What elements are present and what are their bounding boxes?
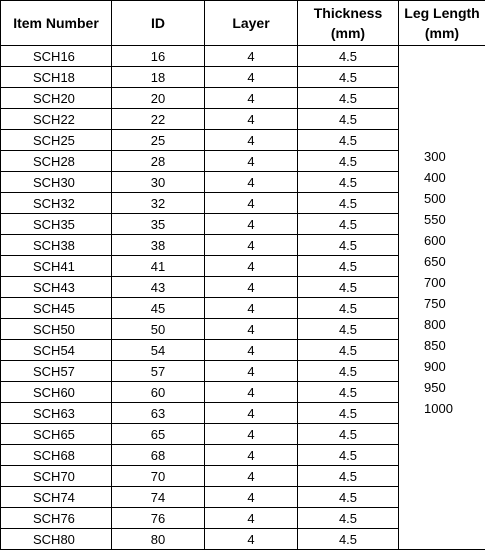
cell-id: 80	[112, 529, 205, 550]
cell-thickness: 4.5	[298, 256, 399, 277]
cell-id: 63	[112, 403, 205, 424]
cell-layer: 4	[205, 130, 298, 151]
cell-thickness: 4.5	[298, 298, 399, 319]
cell-id: 45	[112, 298, 205, 319]
cell-id: 16	[112, 46, 205, 67]
cell-item-number: SCH65	[1, 424, 112, 445]
cell-thickness: 4.5	[298, 382, 399, 403]
cell-id: 68	[112, 445, 205, 466]
table-body	[1, 46, 485, 550]
cell-id: 74	[112, 487, 205, 508]
leg-length-item: 550	[424, 209, 485, 230]
header-thickness-line1: Thickness	[314, 5, 382, 21]
cell-id: 76	[112, 508, 205, 529]
leg-length-item: 600	[424, 230, 485, 251]
cell-thickness: 4.5	[298, 361, 399, 382]
cell-id: 20	[112, 88, 205, 109]
cell-layer: 4	[205, 67, 298, 88]
cell-layer: 4	[205, 340, 298, 361]
leg-length-item: 650	[424, 251, 485, 272]
header-row	[1, 1, 485, 46]
cell-thickness: 4.5	[298, 529, 399, 550]
leg-length-list	[399, 46, 485, 419]
cell-thickness: 4.5	[298, 445, 399, 466]
cell-layer: 4	[205, 445, 298, 466]
cell-item-number: SCH68	[1, 445, 112, 466]
leg-length-item: 500	[424, 188, 485, 209]
cell-thickness: 4.5	[298, 46, 399, 67]
cell-layer: 4	[205, 193, 298, 214]
cell-layer: 4	[205, 424, 298, 445]
cell-thickness: 4.5	[298, 487, 399, 508]
cell-layer: 4	[205, 403, 298, 424]
cell-thickness: 4.5	[298, 466, 399, 487]
leg-length-item: 300	[424, 146, 485, 167]
header-leg-length	[399, 1, 485, 46]
cell-thickness: 4.5	[298, 151, 399, 172]
header-layer: Layer	[205, 1, 298, 46]
cell-thickness: 4.5	[298, 319, 399, 340]
cell-id: 18	[112, 67, 205, 88]
cell-thickness: 4.5	[298, 109, 399, 130]
cell-item-number: SCH38	[1, 235, 112, 256]
cell-item-number: SCH20	[1, 88, 112, 109]
cell-thickness: 4.5	[298, 403, 399, 424]
leg-length-item: 750	[424, 293, 485, 314]
cell-thickness: 4.5	[298, 172, 399, 193]
cell-thickness: 4.5	[298, 277, 399, 298]
cell-thickness: 4.5	[298, 67, 399, 88]
leg-length-item: 800	[424, 314, 485, 335]
cell-item-number: SCH57	[1, 361, 112, 382]
cell-layer: 4	[205, 277, 298, 298]
cell-item-number: SCH74	[1, 487, 112, 508]
cell-layer: 4	[205, 256, 298, 277]
leg-length-item: 850	[424, 335, 485, 356]
table-row	[1, 46, 485, 67]
cell-id: 54	[112, 340, 205, 361]
cell-thickness: 4.5	[298, 214, 399, 235]
cell-id: 60	[112, 382, 205, 403]
cell-layer: 4	[205, 172, 298, 193]
cell-layer: 4	[205, 235, 298, 256]
header-thickness-line2: (mm)	[331, 25, 365, 41]
cell-id: 25	[112, 130, 205, 151]
cell-item-number: SCH32	[1, 193, 112, 214]
cell-layer: 4	[205, 88, 298, 109]
cell-item-number: SCH76	[1, 508, 112, 529]
leg-length-item: 400	[424, 167, 485, 188]
cell-id: 32	[112, 193, 205, 214]
cell-id: 41	[112, 256, 205, 277]
cell-layer: 4	[205, 109, 298, 130]
cell-layer: 4	[205, 298, 298, 319]
cell-thickness: 4.5	[298, 340, 399, 361]
cell-id: 43	[112, 277, 205, 298]
cell-thickness: 4.5	[298, 88, 399, 109]
cell-item-number: SCH70	[1, 466, 112, 487]
leg-length-item: 700	[424, 272, 485, 293]
leg-length-item: 900	[424, 356, 485, 377]
cell-item-number: SCH28	[1, 151, 112, 172]
cell-layer: 4	[205, 487, 298, 508]
cell-thickness: 4.5	[298, 424, 399, 445]
cell-item-number: SCH30	[1, 172, 112, 193]
cell-item-number: SCH18	[1, 67, 112, 88]
cell-item-number: SCH43	[1, 277, 112, 298]
header-id: ID	[112, 1, 205, 46]
cell-thickness: 4.5	[298, 508, 399, 529]
cell-layer: 4	[205, 151, 298, 172]
cell-id: 70	[112, 466, 205, 487]
header-leg-length-line1: Leg Length	[404, 5, 479, 21]
cell-item-number: SCH63	[1, 403, 112, 424]
cell-thickness: 4.5	[298, 130, 399, 151]
cell-item-number: SCH50	[1, 319, 112, 340]
cell-item-number: SCH16	[1, 46, 112, 67]
cell-item-number: SCH80	[1, 529, 112, 550]
cell-item-number: SCH35	[1, 214, 112, 235]
header-thickness	[298, 1, 399, 46]
cell-id: 50	[112, 319, 205, 340]
cell-layer: 4	[205, 361, 298, 382]
header-leg-length-line2: (mm)	[425, 25, 459, 41]
cell-layer: 4	[205, 466, 298, 487]
cell-item-number: SCH54	[1, 340, 112, 361]
cell-item-number: SCH45	[1, 298, 112, 319]
leg-length-item: 950	[424, 377, 485, 398]
cell-item-number: SCH22	[1, 109, 112, 130]
cell-layer: 4	[205, 214, 298, 235]
leg-length-item: 1000	[424, 398, 485, 419]
header-item-number: Item Number	[1, 1, 112, 46]
cell-id: 28	[112, 151, 205, 172]
cell-layer: 4	[205, 319, 298, 340]
cell-thickness: 4.5	[298, 193, 399, 214]
cell-id: 35	[112, 214, 205, 235]
cell-thickness: 4.5	[298, 235, 399, 256]
cell-layer: 4	[205, 382, 298, 403]
cell-layer: 4	[205, 508, 298, 529]
cell-id: 38	[112, 235, 205, 256]
cell-id: 57	[112, 361, 205, 382]
cell-leg-length-list	[399, 46, 485, 550]
cell-layer: 4	[205, 46, 298, 67]
cell-layer: 4	[205, 529, 298, 550]
cell-id: 65	[112, 424, 205, 445]
cell-item-number: SCH25	[1, 130, 112, 151]
cell-id: 30	[112, 172, 205, 193]
cell-item-number: SCH41	[1, 256, 112, 277]
cell-id: 22	[112, 109, 205, 130]
cell-item-number: SCH60	[1, 382, 112, 403]
